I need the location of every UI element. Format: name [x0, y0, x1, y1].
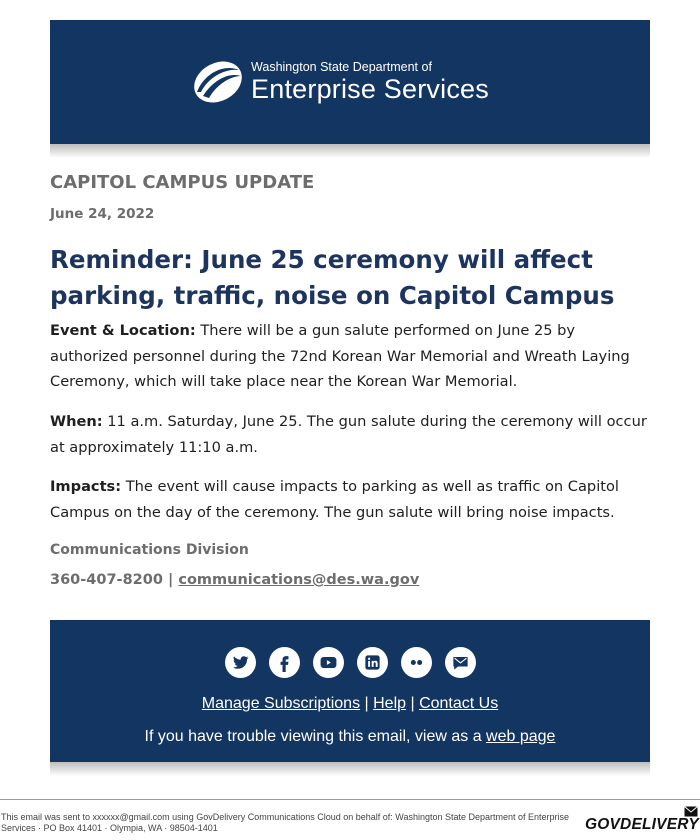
social-icons: [50, 647, 650, 678]
email-icon[interactable]: [445, 647, 476, 678]
manage-subscriptions-link[interactable]: Manage Subscriptions: [201, 695, 361, 712]
kicker: CAPITOL CAMPUS UPDATE: [50, 172, 315, 193]
header-banner: [50, 20, 650, 144]
headline: Reminder: June 25 ceremony will affect parking, traffic, noise on Capitol Campus: [50, 245, 615, 310]
org-line-2: Enterprise Services: [251, 74, 489, 104]
govdelivery-logo[interactable]: [585, 806, 699, 836]
des-swoosh-icon: [191, 58, 245, 106]
flickr-icon[interactable]: [401, 647, 432, 678]
event-location-label: Event & Location:: [50, 322, 196, 339]
email-link[interactable]: communications@des.wa.gov: [178, 572, 420, 588]
when-paragraph: [50, 409, 650, 460]
footer-shadow: [50, 762, 650, 776]
facebook-icon[interactable]: [269, 647, 300, 678]
when-label: When:: [50, 413, 103, 430]
youtube-icon[interactable]: [313, 647, 344, 678]
when-text: 11 a.m. Saturday, June 25. The gun salute during the ceremony will occur at approximately 11:10 a.m.: [50, 413, 647, 456]
org-line-1: Washington State Department of: [251, 60, 432, 74]
impacts-text: The event will cause impacts to parking as well as traffic on Capitol Campus on the day of the ceremony. The gun salute will bring noise impacts.: [50, 478, 619, 521]
help-link[interactable]: Help: [373, 695, 407, 712]
fine-print: This email was sent to xxxxxx@gmail.com using GovDelivery Communications Cloud on behalf of: Washington State Department of Enterprise Services · PO Box 41401 · Olympia, WA · 98504-1401: [1, 812, 570, 833]
impacts-paragraph: [50, 474, 650, 525]
envelope-icon: [684, 806, 698, 817]
event-location-paragraph: [50, 318, 650, 395]
footer: [50, 620, 650, 762]
phone-number: 360-407-8200: [50, 572, 163, 588]
contact-line: [50, 572, 419, 588]
des-logo[interactable]: [191, 58, 489, 106]
govdelivery-wordmark: GOVDELIVERY: [585, 816, 699, 833]
trouble-viewing-line: [50, 728, 650, 746]
twitter-icon[interactable]: [225, 647, 256, 678]
contact-us-link[interactable]: Contact Us: [419, 695, 499, 712]
link-separator-1: |: [360, 695, 374, 712]
fine-print-divider: [0, 799, 700, 800]
event-location-text: There will be a gun salute performed on June 25 by authorized personnel during the 72nd Korean War Memorial and Wreath Laying Ceremony, which will take place near the Korean War Memorial.: [50, 322, 630, 390]
contact-separator: |: [162, 572, 179, 588]
link-separator-2: |: [406, 695, 420, 712]
web-page-link[interactable]: web page: [486, 728, 556, 745]
footer-links: [50, 695, 650, 713]
linkedin-icon[interactable]: [357, 647, 388, 678]
header-shadow: [50, 144, 650, 158]
division-name: Communications Division: [50, 542, 249, 558]
article-date: June 24, 2022: [50, 206, 155, 222]
impacts-label: Impacts:: [50, 478, 122, 495]
trouble-text: If you have trouble viewing this email, view as a: [144, 728, 487, 745]
